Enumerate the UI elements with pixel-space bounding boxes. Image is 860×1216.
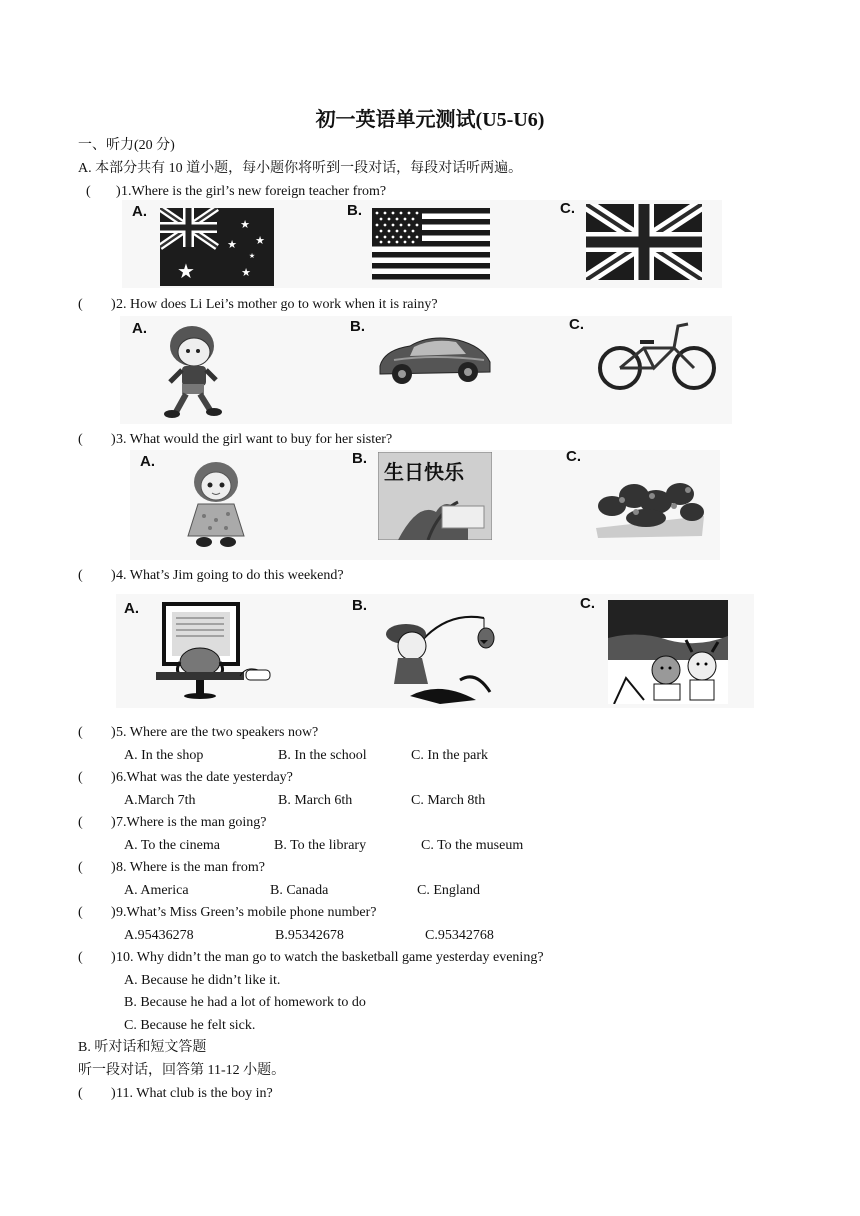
option-b: B. In the school: [278, 748, 367, 763]
fishing-boy-icon: [380, 600, 500, 704]
option-c: C. England: [417, 883, 480, 898]
svg-text:★: ★: [241, 266, 251, 279]
answer-bracket-open: (: [78, 905, 83, 920]
option-b: B. March 6th: [278, 793, 353, 808]
option-a: A. To the cinema: [124, 838, 220, 853]
part-b-heading: B. 听对话和短文答题: [78, 1040, 207, 1055]
answer-bracket-open: (: [78, 568, 83, 583]
option-c-label: C.: [566, 448, 581, 465]
option-b-label: B.: [352, 597, 367, 614]
part-a-instructions: A. 本部分共有 10 道小题，每小题你将听到一段对话，每段对话听两遍。: [78, 161, 523, 176]
question-text: 11. What club is the boy in?: [116, 1086, 273, 1101]
part-b-instructions: 听一段对话，回答第 11-12 小题。: [78, 1063, 286, 1078]
boy-at-computer-icon: [152, 600, 276, 700]
answer-bracket-open: (: [78, 1086, 83, 1101]
answer-bracket-close: ): [111, 1086, 116, 1101]
answer-bracket-close: ): [111, 950, 116, 965]
option-c: C.95342768: [425, 928, 494, 943]
option-b: B. To the library: [274, 838, 367, 853]
option-a: A. In the shop: [124, 748, 204, 763]
svg-text:★: ★: [227, 238, 237, 251]
uk-flag-icon: [586, 204, 702, 280]
answer-bracket-open: (: [78, 860, 83, 875]
svg-text:★: ★: [255, 234, 265, 247]
option-c-label: C.: [560, 200, 575, 217]
option-a: A. Because he didn’t like it.: [124, 973, 281, 988]
option-a-label: A.: [132, 203, 147, 220]
option-c: C. To the museum: [421, 838, 524, 853]
option-b-label: B.: [347, 202, 362, 219]
question-text: 9.What’s Miss Green’s mobile phone number?: [116, 905, 377, 920]
option-a: A.March 7th: [124, 793, 196, 808]
australia-flag-icon: [160, 208, 274, 286]
walking-boy-icon: [158, 320, 228, 420]
option-a-label: A.: [124, 600, 139, 617]
answer-bracket-open: (: [78, 770, 83, 785]
option-a: A. America: [124, 883, 189, 898]
answer-bracket-close: ): [111, 432, 116, 447]
answer-bracket-open: (: [78, 950, 83, 965]
option-c: C. In the park: [411, 748, 488, 763]
answer-bracket-close: ): [111, 815, 116, 830]
option-c-label: C.: [569, 316, 584, 333]
usa-flag-icon: [372, 208, 490, 280]
answer-bracket-close: ): [111, 297, 116, 312]
question-text: 6.What was the date yesterday?: [116, 770, 293, 785]
car-icon: [374, 330, 494, 386]
option-c-label: C.: [580, 595, 595, 612]
option-a-label: A.: [132, 320, 147, 337]
answer-bracket-close: ): [111, 568, 116, 583]
question-text: 4. What’s Jim going to do this weekend?: [116, 568, 344, 583]
section-heading: 一、听力(20 分): [78, 138, 175, 153]
svg-text:★: ★: [240, 218, 250, 231]
answer-bracket-open: (: [78, 432, 83, 447]
option-b: B. Canada: [270, 883, 329, 898]
option-b-label: B.: [350, 318, 365, 335]
answer-bracket-open: (: [78, 725, 83, 740]
bicycle-icon: [596, 318, 718, 392]
option-a-label: A.: [140, 453, 155, 470]
option-b-label: B.: [352, 450, 367, 467]
question-text: 1.Where is the girl’s new foreign teacher from?: [121, 184, 387, 199]
option-a: A.95436278: [124, 928, 194, 943]
answer-bracket-open: (: [78, 815, 83, 830]
flower-bouquet-icon: [592, 466, 708, 540]
question-text: 7.Where is the man going?: [116, 815, 267, 830]
beach-kids-icon: [608, 600, 728, 704]
question-text: 5. Where are the two speakers now?: [116, 725, 319, 740]
option-c: C. March 8th: [411, 793, 486, 808]
question-text: 8. Where is the man from?: [116, 860, 266, 875]
birthday-card-text: 生日快乐: [384, 460, 464, 484]
answer-bracket-close: ): [111, 725, 116, 740]
option-b: B.95342678: [275, 928, 344, 943]
svg-text:★: ★: [248, 252, 256, 260]
doll-icon: [180, 458, 252, 548]
answer-bracket-open: (: [78, 297, 83, 312]
answer-bracket-close: ): [116, 184, 121, 199]
answer-bracket-close: ): [111, 770, 116, 785]
answer-bracket-close: ): [111, 905, 116, 920]
option-c: C. Because he felt sick.: [124, 1018, 256, 1033]
question-text: 3. What would the girl want to buy for her sister?: [116, 432, 393, 447]
answer-bracket-close: ): [111, 860, 116, 875]
svg-text:★: ★: [177, 259, 195, 283]
option-b: B. Because he had a lot of homework to do: [124, 995, 366, 1010]
answer-bracket-open: (: [86, 184, 91, 199]
question-text: 10. Why didn’t the man go to watch the basketball game yesterday evening?: [116, 950, 544, 965]
question-text: 2. How does Li Lei’s mother go to work when it is rainy?: [116, 297, 438, 312]
page-title: 初一英语单元测试(U5-U6): [315, 109, 545, 131]
